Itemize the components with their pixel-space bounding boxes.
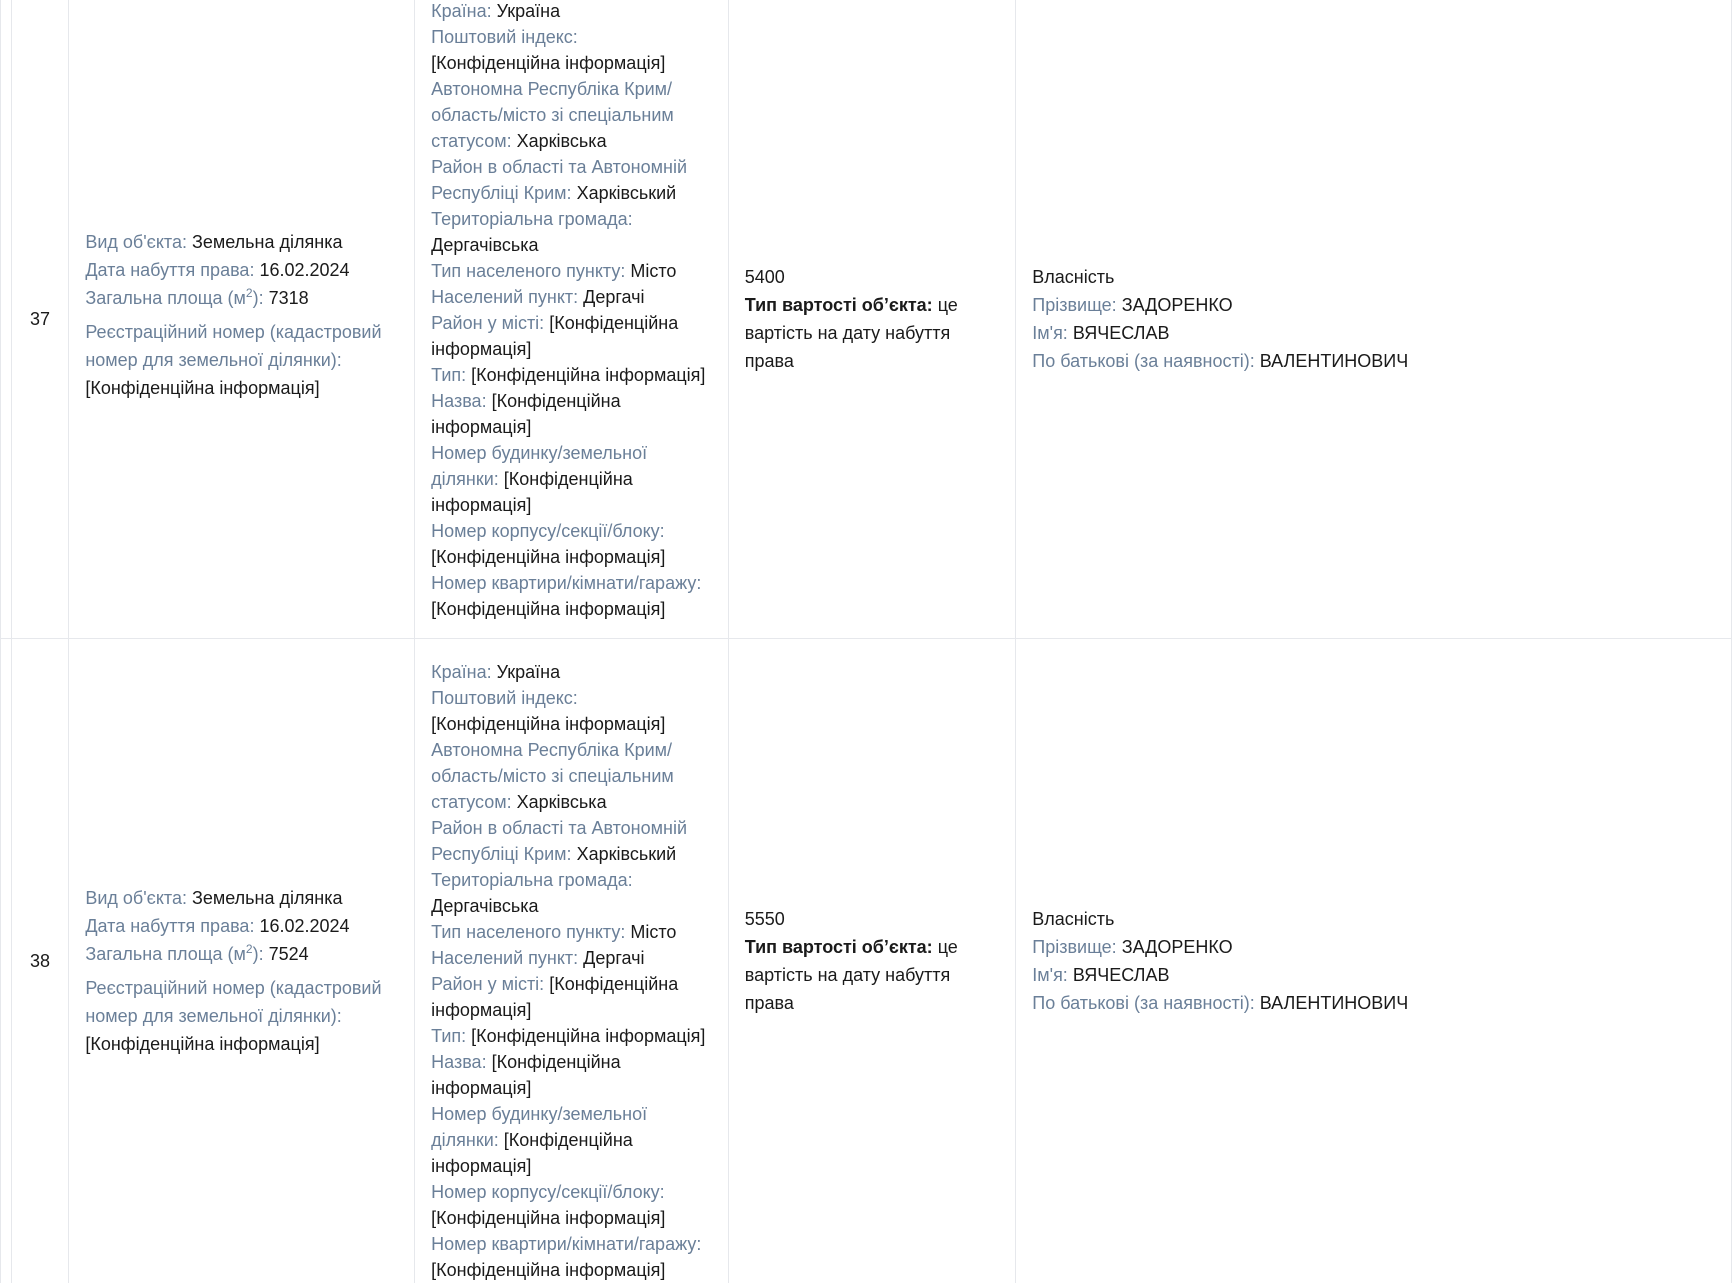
area-label: Загальна площа $(м^2)$: — [85, 288, 263, 308]
acquisition-date-label: Дата набуття права: — [85, 260, 254, 280]
settlement-label: Населений пункт: — [431, 948, 578, 968]
building-number-label: Номер корпусу/секції/блоку: — [431, 521, 665, 541]
right-type-value: Власність — [1032, 905, 1715, 933]
district-value: Харківський — [577, 183, 677, 203]
settlement-value: Дергачі — [583, 287, 644, 307]
row-number: 38 — [30, 951, 50, 971]
country-label: Країна: — [431, 1, 491, 21]
surname-label: Прізвище: — [1032, 937, 1116, 957]
building-number-value: [Конфіденційна інформація] — [431, 1208, 665, 1228]
surname-value: ЗАДОРЕНКО — [1122, 295, 1233, 315]
country-label: Країна: — [431, 662, 491, 682]
settlement-label: Населений пункт: — [431, 287, 578, 307]
table-row — [1, 0, 1732, 639]
row-spacer-cell — [1, 0, 12, 639]
patronymic-label: По батькові (за наявності): — [1032, 993, 1254, 1013]
country-value: Україна — [497, 1, 560, 21]
object-info-cell — [69, 639, 415, 1283]
city-district-label: Район у місті: — [431, 974, 544, 994]
acquisition-date-value: 16.02.2024 — [259, 916, 349, 936]
street-type-value: [Конфіденційна інформація] — [471, 365, 705, 385]
surname-value: ЗАДОРЕНКО — [1122, 937, 1233, 957]
table-row — [1, 639, 1732, 1283]
patronymic-label: По батькові (за наявності): — [1032, 351, 1254, 371]
reg-number-label: Реєстраційний номер (кадастровий номер для земельної ділянки): — [85, 322, 381, 370]
row-number-cell — [12, 0, 69, 639]
street-name-value: [Конфіденційна інформація] — [431, 1052, 620, 1098]
area-value: 7524 — [269, 944, 309, 964]
reg-number-value: [Конфіденційна інформація] — [85, 1034, 319, 1054]
house-number-value: [Конфіденційна інформація] — [431, 1130, 633, 1176]
acquisition-date-value: 16.02.2024 — [259, 260, 349, 280]
first-name-value: ВЯЧЕСЛАВ — [1073, 965, 1170, 985]
row-number-cell — [12, 639, 69, 1283]
postal-index-value: [Конфіденційна інформація] — [431, 53, 665, 73]
district-label: Район в області та Автономній Республіці Крим: — [431, 818, 687, 864]
house-number-value: [Конфіденційна інформація] — [431, 469, 633, 515]
object-type-label: Вид об'єкта: — [85, 888, 187, 908]
owner-cell — [1016, 639, 1732, 1283]
community-value: Дергачівська — [431, 235, 538, 255]
settlement-value: Дергачі — [583, 948, 644, 968]
district-label: Район в області та Автономній Республіці Крим: — [431, 157, 687, 203]
settlement-type-value: Місто — [630, 261, 676, 281]
acquisition-date-label: Дата набуття права: — [85, 916, 254, 936]
street-name-label: Назва: — [431, 391, 486, 411]
postal-index-label: Поштовий індекс: — [431, 688, 578, 708]
community-label: Територіальна громада: — [431, 209, 632, 229]
cost-type-value: це вартість на дату набуття права — [745, 295, 958, 371]
region-label: Автономна Республіка Крим/ область/місто зі спеціальним статусом: — [431, 740, 674, 812]
apartment-number-label: Номер квартири/кімнати/гаражу: — [431, 573, 701, 593]
cost-value: 5400 — [745, 263, 999, 291]
area-label: Загальна площа $(м^2)$: — [85, 944, 263, 964]
community-label: Територіальна громада: — [431, 870, 632, 890]
street-name-label: Назва: — [431, 1052, 486, 1072]
street-type-label: Тип: — [431, 365, 466, 385]
object-type-value: Земельна ділянка — [192, 888, 342, 908]
reg-number-label: Реєстраційний номер (кадастровий номер для земельної ділянки): — [85, 978, 381, 1026]
row-number: 37 — [30, 309, 50, 329]
building-number-value: [Конфіденційна інформація] — [431, 547, 665, 567]
cost-cell — [728, 0, 1015, 639]
cost-type-label: Тип вартості об’єкта: — [745, 937, 933, 957]
owner-cell — [1016, 0, 1732, 639]
street-type-value: [Конфіденційна інформація] — [471, 1026, 705, 1046]
first-name-label: Ім'я: — [1032, 323, 1068, 343]
apartment-number-value: [Конфіденційна інформація] — [431, 599, 665, 619]
reg-number-value: [Конфіденційна інформація] — [85, 378, 319, 398]
area-value: 7318 — [269, 288, 309, 308]
house-number-label: Номер будинку/земельної ділянки: — [431, 1104, 647, 1150]
region-value: Харківська — [517, 131, 607, 151]
cost-cell — [728, 639, 1015, 1283]
object-type-label: Вид об'єкта: — [85, 232, 187, 252]
community-value: Дергачівська — [431, 896, 538, 916]
region-value: Харківська — [517, 792, 607, 812]
street-type-label: Тип: — [431, 1026, 466, 1046]
patronymic-value: ВАЛЕНТИНОВИЧ — [1260, 993, 1409, 1013]
district-value: Харківський — [577, 844, 677, 864]
settlement-type-label: Тип населеного пункту: — [431, 261, 625, 281]
building-number-label: Номер корпусу/секції/блоку: — [431, 1182, 665, 1202]
row-spacer-cell — [1, 639, 12, 1283]
city-district-value: [Конфіденційна інформація] — [431, 974, 678, 1020]
house-number-label: Номер будинку/земельної ділянки: — [431, 443, 647, 489]
address-cell — [415, 0, 729, 639]
cost-value: 5550 — [745, 905, 999, 933]
object-info-cell — [69, 0, 415, 639]
postal-index-label: Поштовий індекс: — [431, 27, 578, 47]
country-value: Україна — [497, 662, 560, 682]
apartment-number-label: Номер квартири/кімнати/гаражу: — [431, 1234, 701, 1254]
surname-label: Прізвище: — [1032, 295, 1116, 315]
object-type-value: Земельна ділянка — [192, 232, 342, 252]
first-name-label: Ім'я: — [1032, 965, 1068, 985]
first-name-value: ВЯЧЕСЛАВ — [1073, 323, 1170, 343]
right-type-value: Власність — [1032, 263, 1715, 291]
address-cell — [415, 639, 729, 1283]
postal-index-value: [Конфіденційна інформація] — [431, 714, 665, 734]
street-name-value: [Конфіденційна інформація] — [431, 391, 620, 437]
city-district-label: Район у місті: — [431, 313, 544, 333]
settlement-type-value: Місто — [630, 922, 676, 942]
region-label: Автономна Республіка Крим/ область/місто зі спеціальним статусом: — [431, 79, 674, 151]
city-district-value: [Конфіденційна інформація] — [431, 313, 678, 359]
cost-type-value: це вартість на дату набуття права — [745, 937, 958, 1013]
cost-type-label: Тип вартості об’єкта: — [745, 295, 933, 315]
settlement-type-label: Тип населеного пункту: — [431, 922, 625, 942]
apartment-number-value: [Конфіденційна інформація] — [431, 1260, 665, 1280]
patronymic-value: ВАЛЕНТИНОВИЧ — [1260, 351, 1409, 371]
